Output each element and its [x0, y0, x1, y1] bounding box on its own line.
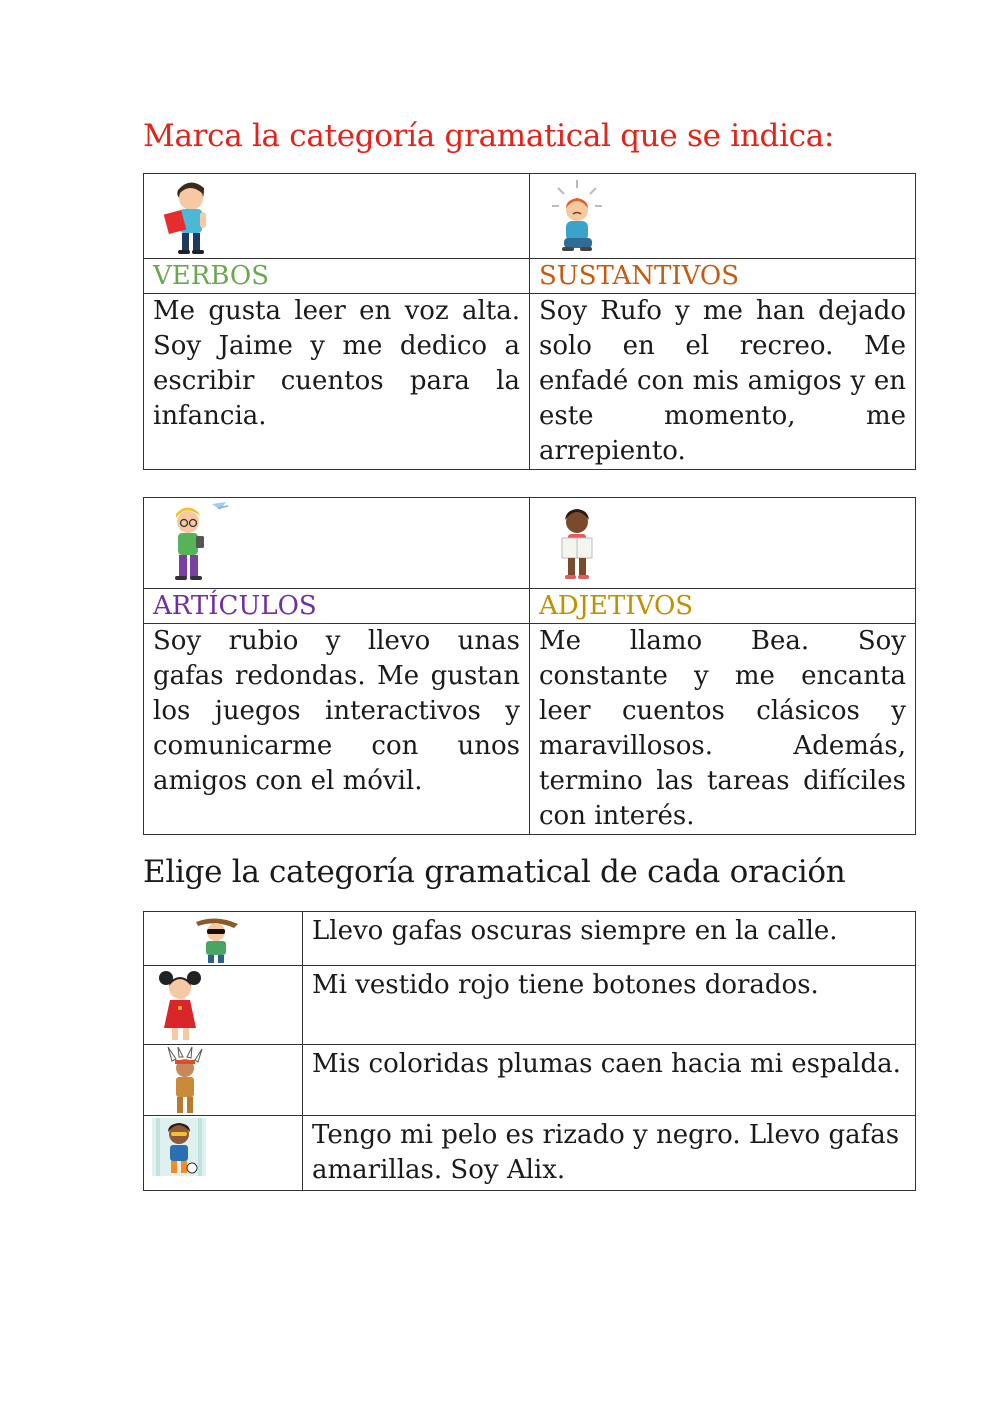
sentence-icon-cell: [144, 966, 303, 1045]
girl-in-red-dress-icon: [150, 968, 210, 1044]
image-cell-verbos: [144, 174, 530, 259]
child-with-feather-headdress-icon: [160, 1047, 210, 1117]
boy-with-red-book-icon: [156, 176, 226, 256]
sentence-icon-cell: [144, 912, 303, 966]
girl-reading-book-icon: [542, 500, 612, 586]
text-rubio: Soy rubio y llevo unas gafas redondas. Me gustan los juegos interactivos y comunicarme con unos amigos con el móvil.: [144, 624, 530, 835]
boy-with-sunglasses-icon: [176, 914, 256, 964]
sentence-row: [144, 1116, 916, 1191]
sentence-row: [144, 1045, 916, 1116]
image-cell-articulos: [144, 498, 530, 589]
sentence-text: Llevo gafas oscuras siempre en la calle.: [303, 912, 916, 966]
instruction-title: Marca la categoría gramatical que se indica:: [143, 118, 835, 154]
label-adjetivos: ADJETIVOS: [530, 589, 916, 624]
sentence-icon-cell: [144, 1116, 303, 1191]
text-bea: Me llamo Bea. Soy constante y me encanta leer cuentos clásicos y maravillosos. Además, termino las tareas difíciles con interés.: [530, 624, 916, 835]
blond-boy-with-glasses-phone-icon: [156, 500, 236, 586]
sentence-text: Mi vestido rojo tiene botones dorados.: [303, 966, 916, 1045]
image-cell-adjetivos: [530, 498, 916, 589]
category-table-2: [143, 497, 916, 835]
curly-hair-boy-yellow-glasses-icon: [152, 1118, 206, 1176]
sentence-text: Mis coloridas plumas caen hacia mi espalda.: [303, 1045, 916, 1116]
text-rufo: Soy Rufo y me han dejado solo en el recreo. Me enfadé con mis amigos y en este momento, me arrepiento.: [530, 294, 916, 470]
sentence-table: [143, 911, 916, 1191]
sentence-row: [144, 912, 916, 966]
label-articulos: ARTÍCULOS: [144, 589, 530, 624]
text-jaime: Me gusta leer en voz alta. Soy Jaime y me dedico a escribir cuentos para la infancia.: [144, 294, 530, 470]
sentence-icon-cell: [144, 1045, 303, 1116]
sad-boy-sitting-icon: [542, 176, 612, 256]
sentence-section-title: Elige la categoría gramatical de cada oración: [143, 854, 846, 890]
sentence-row: [144, 966, 916, 1045]
sentence-text: Tengo mi pelo es rizado y negro. Llevo gafas amarillas. Soy Alix.: [303, 1116, 916, 1191]
label-sustantivos: SUSTANTIVOS: [530, 259, 916, 294]
label-verbos: VERBOS: [144, 259, 530, 294]
image-cell-sustantivos: [530, 174, 916, 259]
category-table-1: [143, 173, 916, 470]
